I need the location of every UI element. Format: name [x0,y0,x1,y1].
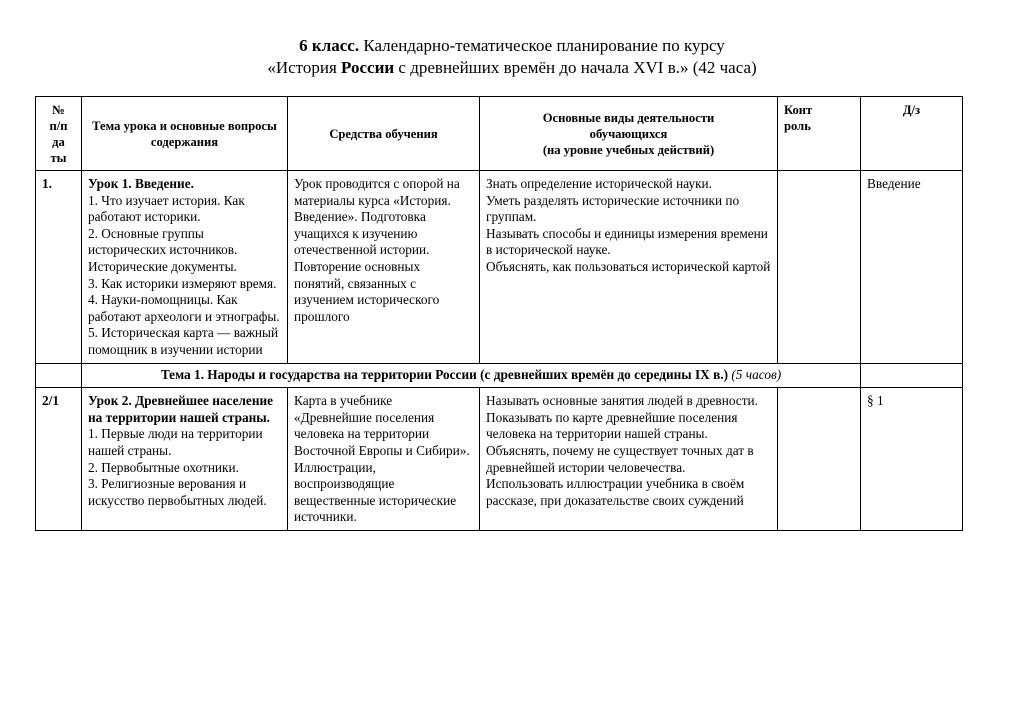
lesson-item: 3. Религиозные верования и искусство первобытных людей. [88,476,267,508]
header-control-line: Конт [784,103,813,117]
row-means: Карта в учебнике «Древнейшие поселения человека на территории Восточной Европы и Сибири». Иллюстрации, воспроизводящие вещественные исторические источники. [288,388,480,531]
table-row [36,388,963,531]
row-homework: Введение [861,171,963,364]
header-num-line: № [52,103,65,117]
activity-item: Использовать иллюстрации учебника в своём рассказе, при доказательстве своих суждений [486,476,745,508]
lesson-item: 5. Историческая карта — важный помощник в изучении истории [88,325,279,357]
title-grade: 6 класс. [299,36,360,55]
title-line2-post: с древнейших времён до начала XVI в.» (42 часа) [394,58,757,77]
header-num-line: п/п [49,119,68,133]
row-num: 1. [36,171,82,364]
topic-empty-cell [36,363,82,388]
row-homework: § 1 [861,388,963,531]
header-num-line: да [52,135,65,149]
lesson-item: 1. Что изучает история. Как работают историки. [88,192,245,225]
topic-heading-text: Тема 1. Народы и государства на территории России (с древнейших времён до середины IX в.) [160,366,729,382]
title-line2-bold: России [341,58,395,77]
header-control [778,97,861,171]
planning-table [35,96,963,531]
title-line-1 [0,35,1024,57]
title-line2-pre: «История [267,58,342,77]
topic-empty-cell [861,363,963,388]
lesson-item: 1. Первые люди на территории нашей страны. [88,426,263,458]
row-activities [480,171,778,364]
document-title [0,35,1024,79]
topic-section-row [36,363,963,388]
lesson-item: 3. Как историки измеряют время. [88,275,277,291]
header-num-line: ты [50,151,67,165]
title-line-2 [0,57,1024,79]
activity-item: Объяснять, как пользоваться исторической картой [486,258,771,274]
lesson-title: Урок 2. Древнейшее население на территории нашей страны. [88,393,274,425]
header-activities-line: (на уровне учебных действий) [542,143,715,157]
activity-item: Объяснять, почему не существует точных дат в древнейшей истории человечества. [486,442,754,475]
lesson-item: 4. Науки-помощницы. Как работают археологи и этнографы. [88,292,280,324]
topic-hours: (5 часов) [728,366,782,382]
topic-heading [82,363,861,388]
row-topic [82,171,288,364]
header-control-line: роль [784,119,811,133]
header-activities-line: Основные виды деятельности [542,111,715,125]
header-activities [480,97,778,171]
row-means: Урок проводится с опорой на материалы курса «История. Введение». Подготовка учащихся к изучению отечественной истории. Повторение основных понятий, связанных с изучением исторического прошлого [288,171,480,364]
row-topic [82,388,288,531]
activity-item: Называть способы и единицы измерения времени в исторической науке. [486,225,768,258]
header-means: Средства обучения [288,97,480,171]
activity-item: Уметь разделять исторические источники по группам. [486,192,740,225]
table-row [36,171,963,364]
header-homework: Д/з [861,97,963,171]
lesson-item: 2. Основные группы исторических источников. Исторические документы. [88,225,238,274]
activity-item: Знать определение исторической науки. [486,176,712,191]
row-num: 2/1 [36,388,82,531]
header-num [36,97,82,171]
row-control [778,171,861,364]
table-header-row [36,97,963,171]
header-topic: Тема урока и основные вопросы содержания [82,97,288,171]
lesson-item: 2. Первобытные охотники. [88,459,239,475]
activity-item: Называть основные занятия людей в древности. [486,393,758,409]
lesson-title: Урок 1. Введение. [88,176,194,191]
activity-item: Показывать по карте древнейшие поселения человека на территории нашей страны. [486,409,738,442]
title-line1-text: Календарно-тематическое планирование по курсу [359,36,725,55]
header-activities-line: обучающихся [589,127,668,141]
row-control [778,388,861,531]
row-activities [480,388,778,531]
